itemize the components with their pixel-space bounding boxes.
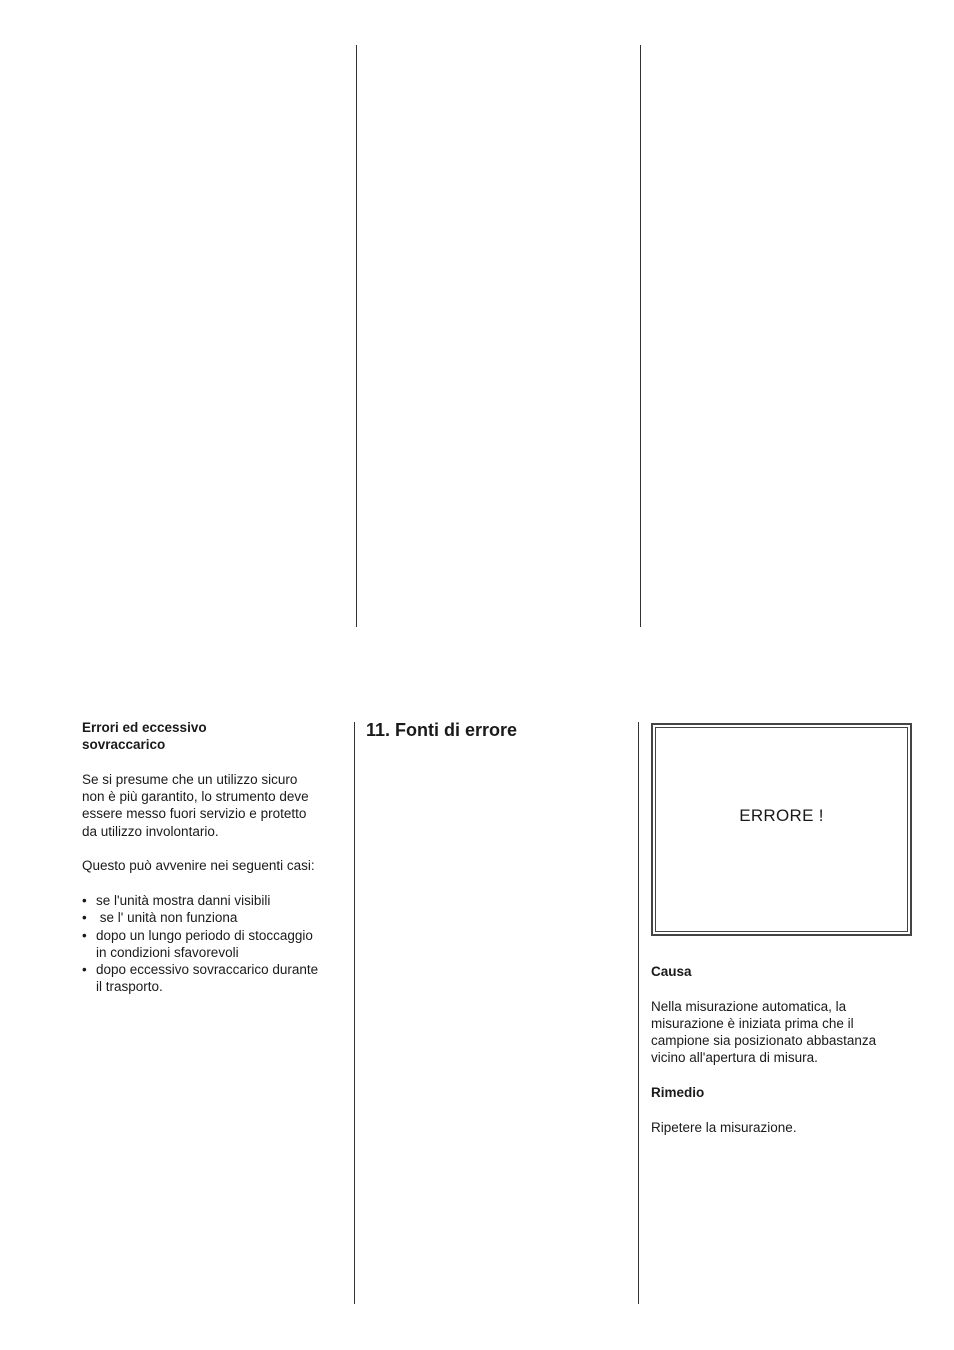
error-display-frame	[651, 723, 912, 936]
remedy-heading: Rimedio	[651, 1085, 705, 1101]
divider-bottom-left	[354, 722, 355, 1304]
error-display-message: ERRORE !	[739, 806, 824, 825]
divider-top-left	[356, 45, 357, 627]
cause-heading: Causa	[651, 964, 692, 979]
list-item: • se l' unità non funziona	[82, 909, 344, 926]
list-item: • dopo eccessivo sovraccarico durante il trasporto.	[82, 961, 344, 996]
list-item: • se l'unità mostra danni visibili	[82, 892, 344, 909]
safety-paragraph-line2: non è più garantito, lo strumento deve	[82, 789, 309, 805]
cause-line1: Nella misurazione automatica, la	[651, 998, 847, 1014]
cause-line3: campione sia posizionato abbastanza	[651, 1033, 877, 1049]
section-title: 11. Fonti di errore	[366, 720, 518, 740]
right-column	[651, 963, 913, 1136]
cases-intro: Questo può avvenire nei seguenti casi:	[82, 858, 315, 874]
safety-paragraph-line1: Se si presume che un utilizzo sicuro	[82, 771, 298, 787]
cases-list	[82, 892, 344, 996]
error-display-screen	[655, 727, 908, 932]
safety-paragraph-line4: da utilizzo involontario.	[82, 823, 219, 839]
errors-heading-line2: sovraccarico	[82, 737, 166, 753]
divider-bottom-right	[638, 722, 639, 1304]
list-item: • dopo un lungo periodo di stoccaggio in condizioni sfavorevoli	[82, 927, 344, 962]
divider-top-right	[640, 45, 641, 627]
errors-heading-line1: Errori ed eccessivo	[82, 720, 207, 735]
left-column	[82, 719, 344, 996]
safety-paragraph-line3: essere messo fuori servizio e protetto	[82, 806, 307, 822]
cause-line4: vicino all'apertura di misura.	[651, 1050, 818, 1066]
cause-line2: misurazione è iniziata prima che il	[651, 1015, 854, 1031]
remedy-text: Ripetere la misurazione.	[651, 1119, 797, 1135]
